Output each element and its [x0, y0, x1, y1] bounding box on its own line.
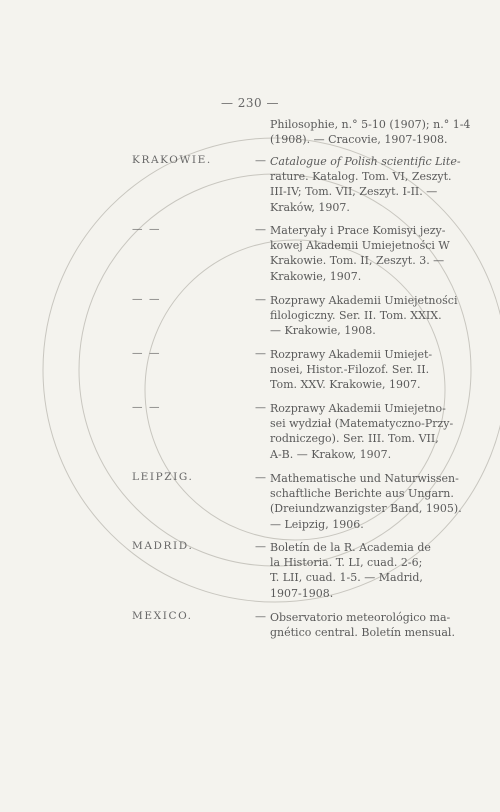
entry-text [270, 154, 470, 215]
entry-line: (1908). — Cracovie, 1907-1908. [270, 133, 448, 147]
entry-line: Rozprawy Akademii Umiejet- [270, 348, 433, 361]
entry-line: Mathematische und Naturwissen- [270, 472, 459, 485]
entry-text [270, 347, 470, 393]
entry-line: Philosophie, n.° 5-10 (1907); n.° 1-4 [270, 118, 471, 131]
entry-line: Tom. XXV. Krakowie, 1907. [270, 378, 421, 392]
entry-line: la Historia. T. LI, cuad. 2-6; [270, 556, 423, 570]
entry-dash: — [255, 154, 266, 167]
entry-line: gnético central. Boletín mensual. [270, 626, 455, 640]
entry-line: nosei, Histor.-Filozof. Ser. II. [270, 363, 430, 377]
entry-line: — Leipzig, 1906. [270, 517, 364, 531]
entry-dash: — [255, 223, 266, 236]
entry-line: — Krakowie, 1908. [270, 324, 376, 338]
entry-text [270, 117, 470, 147]
city-label: MADRID. [132, 540, 194, 552]
entry-dash: — [255, 293, 266, 306]
entry-text [270, 471, 470, 532]
entry-dash: — [255, 347, 266, 360]
page-number: — 230 — [220, 96, 280, 110]
entry-text [270, 293, 470, 339]
entry-text [270, 223, 470, 284]
entry-line: T. LII, cuad. 1-5. — Madrid, [270, 571, 423, 585]
entry-line: Catalogue of Polish scientific Lite- [270, 155, 461, 168]
entry-text [270, 540, 470, 601]
entry-line: schaftliche Berichte aus Ungarn. [270, 487, 454, 501]
entry-line: sei wydział (Matematyczno-Przy- [270, 417, 454, 431]
entry-line: III-IV; Tom. VII, Zeszyt. I-II. — [270, 185, 438, 199]
city-ditto: — — [132, 293, 162, 305]
entry-text [270, 401, 470, 462]
entry-line: Boletín de la R. Academia de [270, 541, 431, 554]
entry-text [270, 610, 470, 640]
entry-line: kowej Akademii Umiejetności W [270, 239, 450, 253]
city-ditto: — — [132, 401, 162, 413]
entry-line: rature. Katalog. Tom. VI, Zeszyt. [270, 170, 452, 184]
entry-line: Kraków, 1907. [270, 200, 350, 214]
entry-line: Krakowie. Tom. II, Zeszyt. 3. — [270, 254, 445, 268]
entry-line: 1907-1908. [270, 586, 334, 600]
entry-dash: — [255, 401, 266, 414]
entry-line: (Dreiundzwanzigster Band, 1905). [270, 502, 462, 516]
entry-dash: — [255, 540, 266, 553]
entry-line: Krakowie, 1907. [270, 269, 362, 283]
city-label: KRAKOWIE. [132, 154, 212, 166]
entry-line: Rozprawy Akademii Umiejetności [270, 294, 458, 307]
entry-line: Rozprawy Akademii Umiejetno- [270, 402, 446, 415]
city-ditto: — — [132, 223, 162, 235]
city-label: MEXICO. [132, 610, 193, 622]
city-label: LEIPZIG. [132, 471, 194, 483]
entry-line: Materyały i Prace Komisyi jezy- [270, 224, 446, 237]
entry-line: A-B. — Krakow, 1907. [270, 447, 392, 461]
entry-line: Observatorio meteorológico ma- [270, 611, 451, 624]
entry-line: filologiczny. Ser. II. Tom. XXIX. [270, 309, 442, 323]
city-ditto: — — [132, 347, 162, 359]
entry-line: rodniczego). Ser. III. Tom. VII, [270, 432, 439, 446]
entry-dash: — [255, 610, 266, 623]
entry-dash: — [255, 471, 266, 484]
